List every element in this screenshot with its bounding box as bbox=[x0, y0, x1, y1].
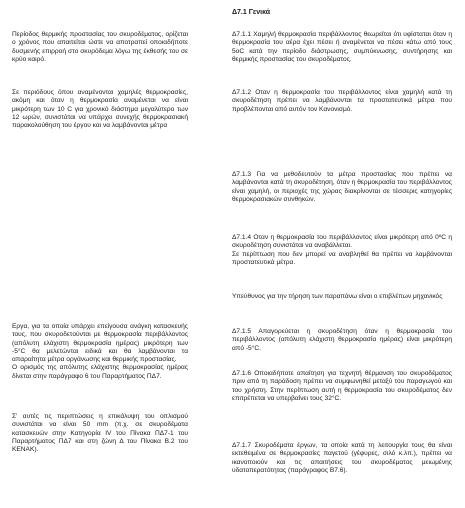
clause-d7-1-7: Δ7.1.7 Σκυροδέματα έργων, τα οποία κατά τη λειτουργία τους θα είναι εκτεθειμένα σε θερμοκρασίες παγετού (γέφυρες, σιλό κ.λπ.), πρέπει να ικανοποιούν και τις απαιτήσεις του σκυροδέματος μειωμένης υδατοπερατότητας (παράγραφος Β7.6). bbox=[232, 442, 452, 474]
left-paragraph-cover-thickness: Σ' αυτές τις περιπτώσεις η επικάλυψη του οπλισμού συνιστάται να είναι 50 mm (π.χ. σε σκυροδέματα κατασκευών στην Κατηγορία IV του Πίνακα ΠΔ7-1 του Παραρτήματος ΠΔ7 και στη ζώνη Δ του Πίνακα Β.2 του ΚΕΝΑΚ). bbox=[12, 413, 188, 454]
responsibility-note: Υπεύθυνος για την τήρηση των παραπάνω είναι ο επιβλέπων μηχανικός bbox=[232, 293, 443, 300]
clause-d7-1-2: Δ7.1.2 Οταν η θερμοκρασία του περιβάλλοντος είναι χαμηλή κατά τη σκυροδέτηση πρέπει να λαμβάνονται τα προστατευτικά μέτρα που προβλέπονται από αυτόν τον Κανονισμό. bbox=[232, 89, 452, 113]
section-heading: Δ7.1 Γενικά bbox=[232, 9, 271, 16]
clause-d7-1-4: Δ7.1.4 Οταν η θερμοκρασία του περιβάλλοντος είναι μικρότερη από 0ºC η σκυροδέτηση συνιστάται να αναβάλλεται. Σε περίπτωση που δεν μπορεί να αναβληθεί θα πρέπει να λαμβάνονται προστατευτικά μέτρα. bbox=[232, 234, 452, 266]
clause-d7-1-6: Δ7.1.6 Οποιαδήποτε απαίτηση για τεχνητή θέρμανση του σκυροδέματος πριν από τη παράδοση πρέπει να συμφωνηθεί μεταξύ του παραγωγού και του χρήστη. Στην περίπτωση αυτή η θερμοκρασία του σκυροδέματος δεν επιτρέπεται να υπερβαίνει τους 32°C. bbox=[232, 370, 452, 402]
clause-d7-1-5: Δ7.1.5 Απαγορεύεται η σκυροδέτηση όταν η θερμοκρασία του περιβάλλοντος (απόλυτη ελάχιστη θερμοκρασία ημέρας) είναι μικρότερη από -5°C. bbox=[232, 328, 452, 352]
clause-d7-1-3: Δ7.1.3 Για να μεθοδευτούν τα μέτρα προστασίας που πρέπει να λαμβάνονται κατά τη σκυροδέτηση, όταν η θερμοκρασία του περιβάλλοντος είναι χαμηλή, οι περιοχές της χώρας διακρίνονται σε τέσσερις κατηγορίες θερμοκρασιακών συνθηκών. bbox=[232, 171, 452, 203]
left-paragraph-definition: Περίοδος θερμικής προστασίας του σκυροδέματος, ορίζεται ο χρόνος που απαιτείται ώστε να αποτραπεί οποιαδήποτε δυσμενής επιρροή στο σκυρόδεμα λόγω της έκθεσής του σε κρύο καιρό. bbox=[12, 31, 188, 63]
left-paragraph-special-works: Εργα, για τα οποία υπάρχει επείγουσα ανάγκη κατασκευής τους, που σκυροδετούνται με θερμοκρασία περιβάλλοντος (απόλυτη ελάχιστη θερμοκρασία ημέρας) μικρότερη των -5°C θα μελετώνται ειδικά και θα λαμβάνονται τα απαραίτητα μέτρα οργάνωσης και θερμικής προστασίας. Ο ορισμός της απόλυτης ελάχιστης θερμοκρασίας ημέρας δίνεται στην παράγραφο 6 του Παραρτήματος ΠΔ7. bbox=[12, 323, 188, 380]
left-paragraph-low-temperatures: Σε περιόδους όπου αναμένονται χαμηλές θερμοκρασίες, ακόμη και όταν η θερμοκρασία αναμένεται να είναι μικρότερη των 10 C για χρονικό διάστημα μεγαλύτερο των 12 ωρών, συνιστάται να υπάρχει συνεχής θερμοκρασιακή παρακολούθηση του έργου και να λαμβάνονται μέτρα bbox=[12, 89, 188, 130]
clause-d7-1-1: Δ7.1.1 Χαμηλή θερμοκρασία περιβάλλοντος θεωρείται ότι υφίσταται όταν η θερμοκρασία του αέρα έχει πέσει ή αναμένεται να πέσει κάτω από τους 5oC κατά την περίοδο διάστρωσης, συμπύκνωσης, συντήρησης και θερμικής προστασίας του σκυροδέματος. bbox=[232, 31, 452, 63]
